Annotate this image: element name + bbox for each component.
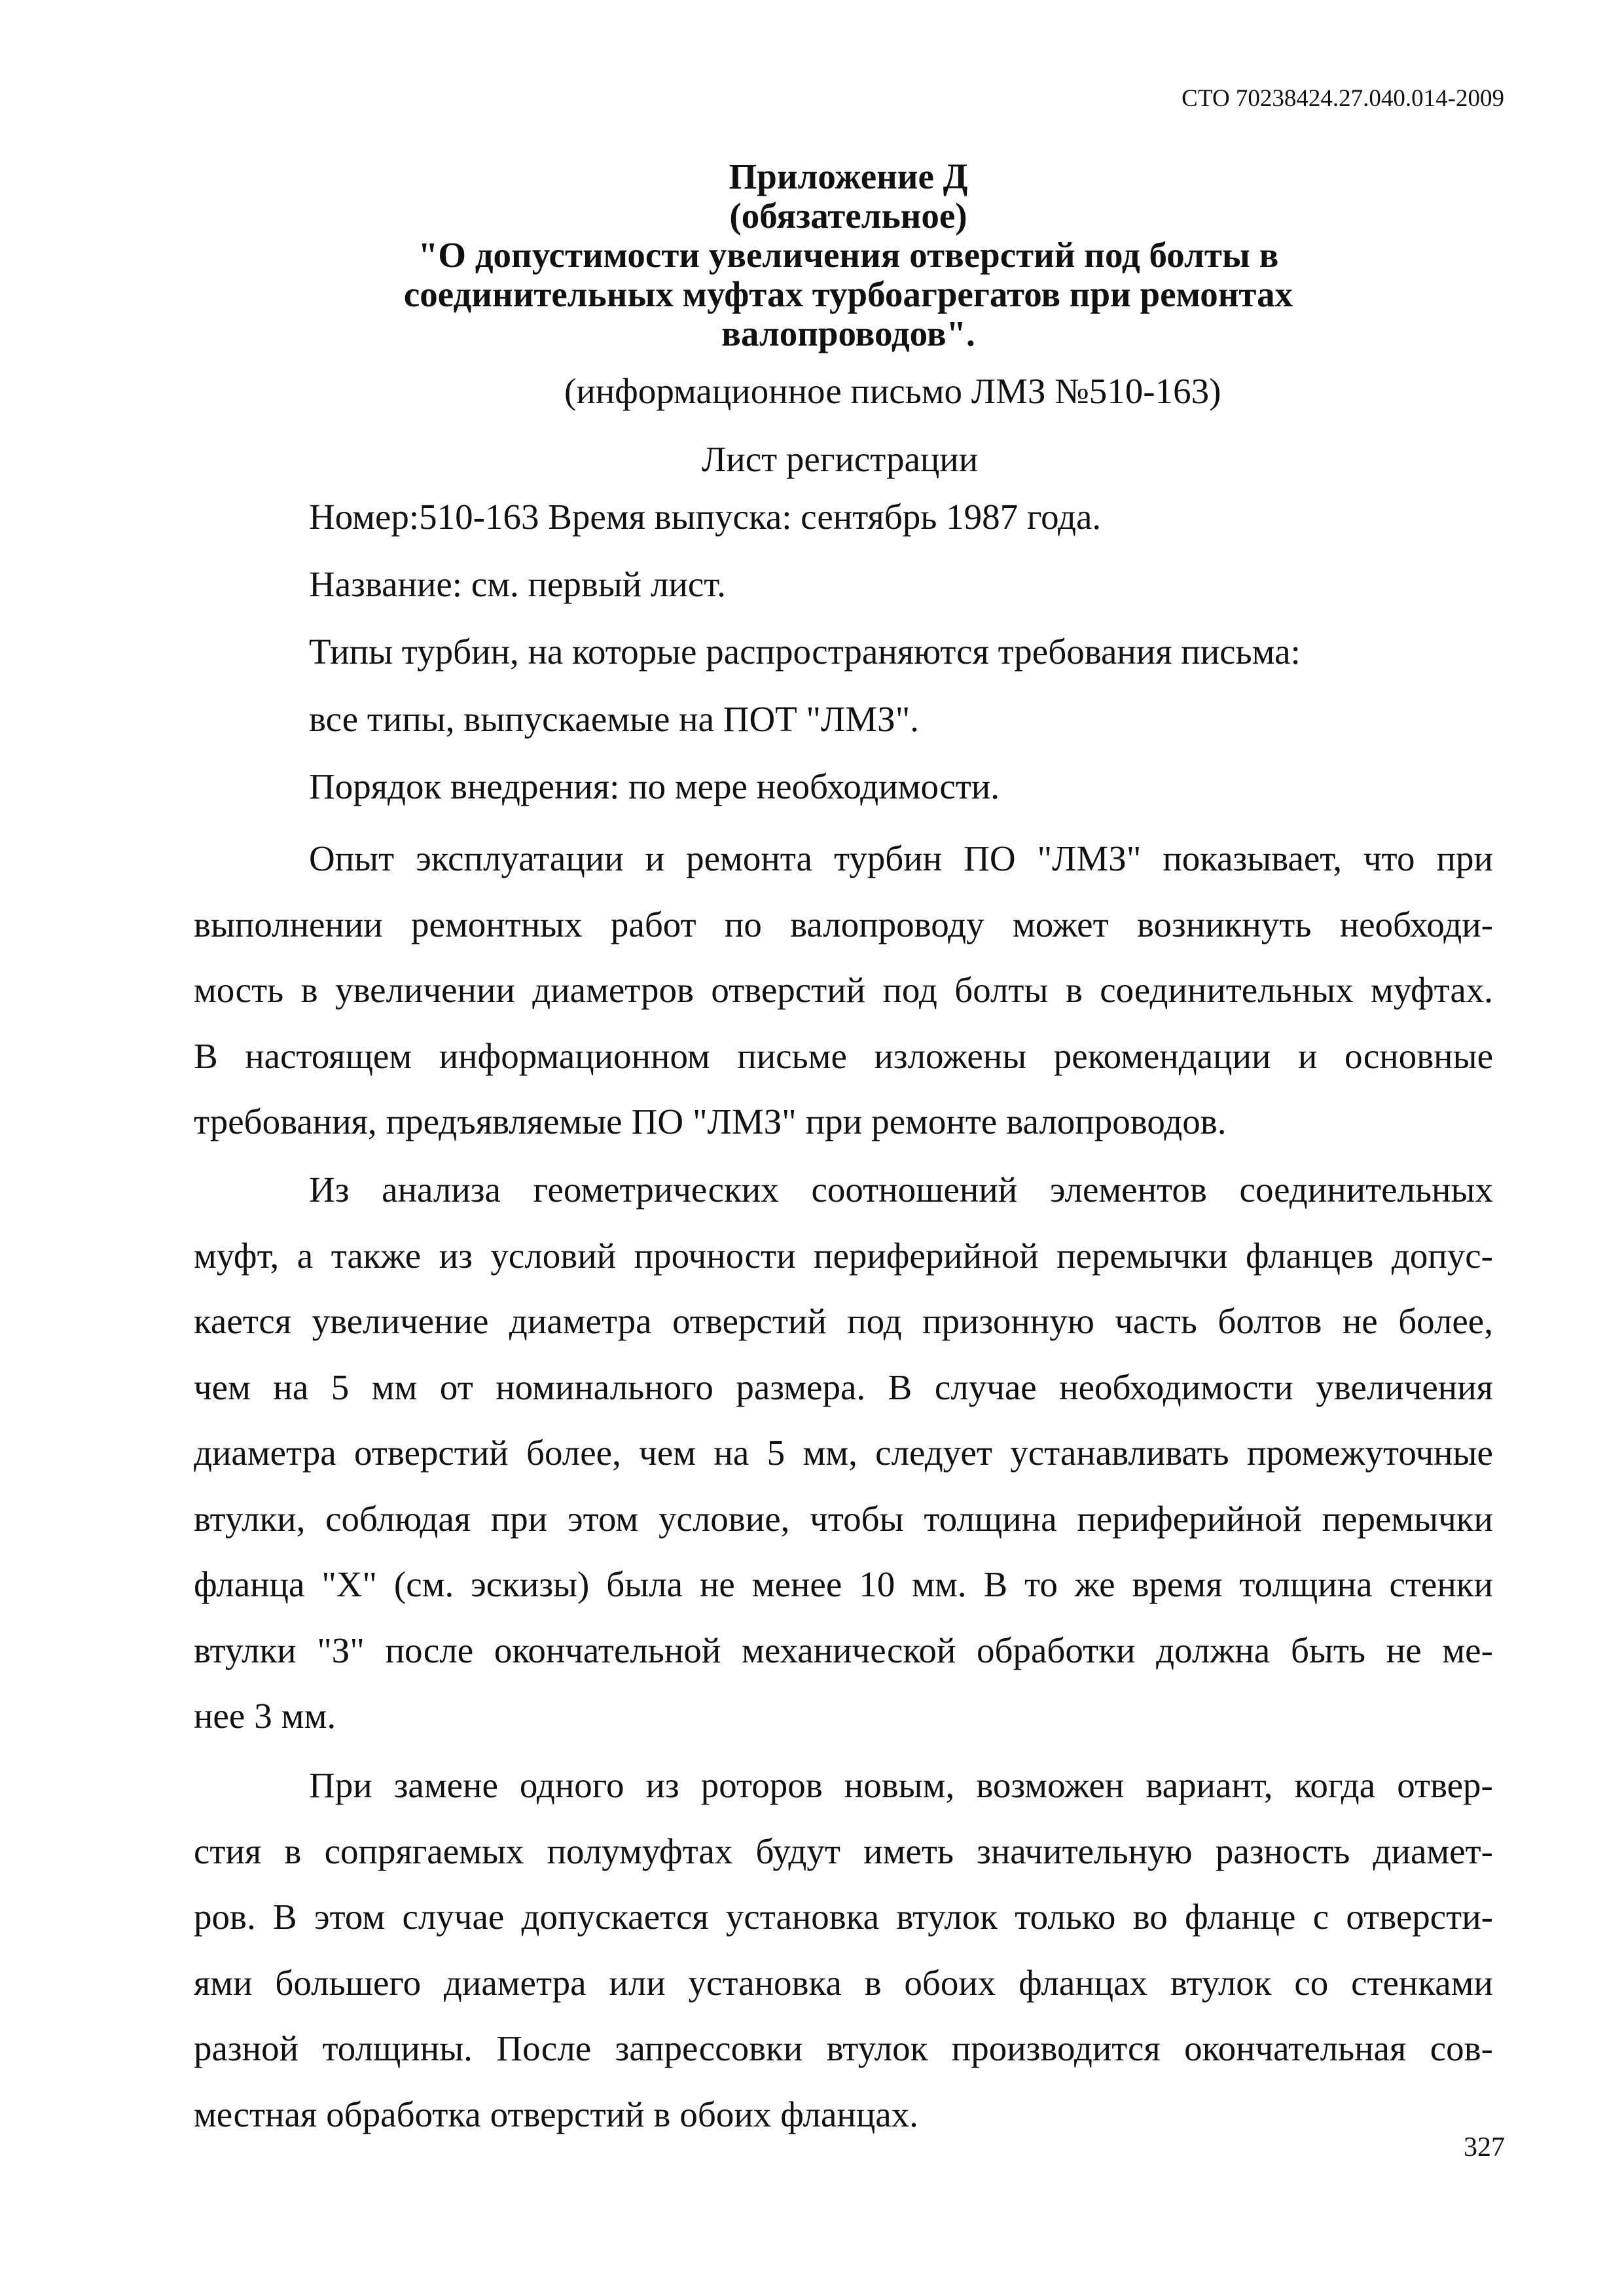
paragraph-line <box>194 1486 1493 1552</box>
word: диамет- <box>1373 1831 1493 1871</box>
word: одного <box>519 1765 624 1805</box>
paragraph-1 <box>194 826 1493 1155</box>
word: перемычки <box>1056 1235 1228 1276</box>
word: случае <box>934 1367 1037 1407</box>
word: отверстий <box>354 1433 509 1473</box>
word: фланцах. <box>780 2094 918 2134</box>
word: показывает, <box>1163 838 1342 878</box>
word: была <box>606 1564 683 1604</box>
word: только <box>1015 1897 1116 1937</box>
word: Опыт <box>309 838 395 878</box>
word: ремонте <box>871 1102 998 1141</box>
word: следует <box>875 1433 992 1473</box>
word: что <box>1363 838 1415 878</box>
word: Из <box>309 1170 350 1210</box>
word: элементов <box>1049 1170 1207 1210</box>
word: может <box>1012 904 1109 944</box>
word: анализа <box>382 1170 501 1210</box>
word: болтов <box>1218 1301 1322 1341</box>
word: когда <box>1294 1765 1376 1805</box>
word: предъявляемые <box>386 1102 623 1141</box>
word: перемычки <box>1322 1498 1493 1539</box>
word: обработка <box>326 2094 481 2134</box>
word: не <box>699 1564 735 1604</box>
word: необходи- <box>1339 904 1493 944</box>
paragraph-line <box>194 958 1493 1024</box>
paragraph-3 <box>194 1753 1493 2147</box>
word: отверстий <box>490 2094 645 2134</box>
word: не <box>1342 1301 1378 1341</box>
word: должна <box>1156 1630 1271 1670</box>
word: быть <box>1290 1630 1365 1670</box>
word: отверстий <box>711 970 866 1010</box>
word: фланце <box>1185 1897 1296 1937</box>
word: При <box>309 1765 372 1805</box>
word: выполнении <box>194 904 383 944</box>
word: диаметра <box>443 1962 586 2003</box>
word: фланцев <box>1245 1235 1374 1276</box>
word: после <box>385 1630 474 1670</box>
word: время <box>1132 1564 1223 1604</box>
paragraph-line <box>194 1819 1493 1885</box>
word: настоящем <box>245 1035 412 1076</box>
word: из <box>645 1765 679 1805</box>
word: обоих <box>904 1962 996 2003</box>
word: работ <box>610 904 696 944</box>
word: менее <box>751 1564 842 1604</box>
word: прочности <box>634 1235 796 1276</box>
word: при <box>490 1498 548 1539</box>
word: соотношений <box>811 1170 1018 1210</box>
registration-fields <box>309 497 1301 834</box>
word: допус- <box>1391 1235 1493 1276</box>
word: под <box>847 1301 902 1341</box>
word: разность <box>1215 1831 1350 1871</box>
word: ремонта <box>686 838 812 878</box>
word: большего <box>275 1962 422 2003</box>
word: ПО <box>964 838 1016 878</box>
word: диаметра <box>509 1301 652 1341</box>
word: размера. <box>736 1367 866 1407</box>
word: информационном <box>439 1035 710 1076</box>
word: увеличение <box>312 1301 489 1341</box>
word: на <box>273 1367 309 1407</box>
paragraph-line <box>194 1157 1493 1223</box>
word: вариант, <box>1146 1765 1273 1805</box>
word: случае <box>402 1897 505 1937</box>
word: этом <box>568 1498 639 1539</box>
word: втулки, <box>194 1498 306 1539</box>
word: сопрягаемых <box>324 1831 524 1871</box>
word: окончательной <box>494 1630 721 1670</box>
word: при <box>805 1102 863 1141</box>
registration-types-line: Типы турбин, на которые распространяются требования письма: <box>309 632 1301 672</box>
word: (см. <box>393 1564 454 1604</box>
word: обоих <box>679 2094 772 2134</box>
word: новым, <box>844 1765 955 1805</box>
word: требования, <box>194 1102 377 1141</box>
word: втулок <box>896 1897 998 1937</box>
word: на <box>713 1433 749 1473</box>
word: разной <box>194 2028 299 2068</box>
word: механической <box>742 1630 956 1670</box>
word: втулок <box>1170 1962 1272 2003</box>
word: фланцах <box>1019 1962 1148 2003</box>
word: при <box>1436 838 1493 878</box>
word: будут <box>755 1831 840 1871</box>
word: иметь <box>863 1831 954 1871</box>
paragraph-line <box>194 1950 1493 2017</box>
word: сов- <box>1430 2028 1493 2068</box>
word: 5 <box>331 1367 350 1407</box>
word: отверстий <box>672 1301 827 1341</box>
page-number: 327 <box>1464 2132 1505 2162</box>
word: в <box>864 1962 882 2003</box>
word: муфтах. <box>1371 970 1493 1010</box>
word: В <box>194 1035 218 1076</box>
paragraph-line <box>194 2016 1493 2082</box>
word: отвер- <box>1397 1765 1493 1805</box>
word: мм. <box>281 1696 336 1736</box>
word: во <box>1132 1897 1168 1937</box>
word: изложены <box>874 1035 1027 1076</box>
word: эскизы) <box>471 1564 590 1604</box>
word: увеличения <box>1316 1367 1493 1407</box>
appendix-title: Приложение Д <box>729 156 968 196</box>
word: номинального <box>496 1367 713 1407</box>
paragraph-line <box>194 1289 1493 1355</box>
word: от <box>439 1367 473 1407</box>
word: и <box>1298 1035 1318 1076</box>
word: толщины. <box>322 2028 473 2068</box>
word: возможен <box>976 1765 1125 1805</box>
word: полумуфтах <box>547 1831 733 1871</box>
word: валопроводов. <box>1006 1102 1227 1141</box>
word: более, <box>526 1433 621 1473</box>
word: После <box>496 2028 592 2068</box>
word: в <box>284 1831 302 1871</box>
word: допускается <box>521 1897 709 1937</box>
word: то <box>1024 1564 1058 1604</box>
word: ПО <box>631 1102 684 1141</box>
word: ями <box>194 1962 253 2003</box>
word: мм. <box>912 1564 967 1604</box>
word: замене <box>393 1765 498 1805</box>
word: окончательная <box>1184 2028 1407 2068</box>
word: нее <box>194 1696 245 1736</box>
word: не <box>1386 1630 1422 1670</box>
registration-sheet-title: Лист регистрации <box>702 439 979 479</box>
word: местная <box>194 2094 317 2134</box>
word: роторов <box>700 1765 823 1805</box>
word: муфт, <box>194 1235 280 1276</box>
word: соединительных <box>1239 1170 1493 1210</box>
word: чем <box>194 1367 251 1407</box>
word: турбин <box>833 838 943 878</box>
word: обработки <box>977 1630 1136 1670</box>
word: В <box>888 1367 912 1407</box>
letter-reference: (информационное письмо ЛМЗ №510-163) <box>564 371 1221 411</box>
word: "ЛМЗ" <box>1037 838 1142 878</box>
registration-name-line: Название: см. первый лист. <box>309 564 726 604</box>
word: втулки <box>194 1630 297 1670</box>
word: В <box>983 1564 1008 1604</box>
word: в <box>1065 970 1083 1010</box>
word: и <box>645 838 665 878</box>
appendix-status: (обязательное) <box>729 196 967 236</box>
word: втулок <box>826 2028 928 2068</box>
paragraph-line <box>194 826 1493 892</box>
word: установка <box>688 1962 842 2003</box>
word: возникнуть <box>1136 904 1312 944</box>
word: рекомендации <box>1053 1035 1271 1076</box>
word: этом <box>314 1897 386 1937</box>
word: под <box>882 970 937 1010</box>
paragraph-2 <box>194 1157 1493 1749</box>
paragraph-line <box>194 2082 1493 2148</box>
word: периферийной <box>1077 1498 1302 1539</box>
paragraph-line <box>194 1753 1493 1819</box>
appendix-subject-line-1: "О допустимости увеличения отверстий под болты в <box>418 235 1279 275</box>
appendix-subject-line-2: соединительных муфтах турбоагрегатов при ремонтах <box>403 274 1293 314</box>
appendix-heading <box>196 157 1500 353</box>
registration-number-line: Номер:510-163 Время выпуска: сентябрь 1987 года. <box>309 497 1102 537</box>
word: мм, <box>803 1433 857 1473</box>
paragraph-line <box>194 1089 1493 1155</box>
word: запрессовки <box>615 2028 803 2068</box>
paragraph-line <box>194 1552 1493 1618</box>
word: мм <box>371 1367 418 1407</box>
paragraph-line <box>194 892 1493 958</box>
word: чтобы <box>810 1498 904 1539</box>
word: промежуточные <box>1246 1433 1493 1473</box>
document-code: СТО 70238424.27.040.014-2009 <box>1182 85 1504 112</box>
word: эксплуатации <box>416 838 624 878</box>
word: "З" <box>317 1630 365 1670</box>
registration-order-line: Порядок внедрения: по мере необходимости. <box>309 766 1000 806</box>
word: 5 <box>767 1433 785 1473</box>
paragraph-line <box>194 1223 1493 1289</box>
word: периферийной <box>814 1235 1039 1276</box>
word: из <box>439 1235 473 1276</box>
word: мость <box>194 970 284 1010</box>
word: увеличении <box>335 970 515 1010</box>
word: же <box>1074 1564 1115 1604</box>
word: основные <box>1344 1035 1493 1076</box>
word: "X" <box>321 1564 377 1604</box>
word: толщина <box>924 1498 1057 1539</box>
word: отверсти- <box>1346 1897 1493 1937</box>
word: установка <box>725 1897 880 1937</box>
word: В <box>273 1897 297 1937</box>
word: часть <box>1115 1301 1197 1341</box>
word: болты <box>954 970 1049 1010</box>
paragraph-line <box>194 1618 1493 1684</box>
word: чем <box>639 1433 696 1473</box>
word: значительную <box>977 1831 1193 1871</box>
word: производится <box>951 2028 1161 2068</box>
word: валопроводу <box>790 904 984 944</box>
word: устанавливать <box>1010 1433 1229 1473</box>
word: диаметров <box>532 970 694 1010</box>
paragraph-line <box>194 1683 1493 1749</box>
word: а <box>297 1235 314 1276</box>
word: соединительных <box>1100 970 1354 1010</box>
word: стенки <box>1389 1564 1493 1604</box>
word: 3 <box>254 1696 272 1736</box>
word: толщина <box>1239 1564 1373 1604</box>
word: письме <box>737 1035 847 1076</box>
word: ров. <box>194 1897 256 1937</box>
word: ме- <box>1442 1630 1493 1670</box>
word: призонную <box>922 1301 1094 1341</box>
word: также <box>331 1235 422 1276</box>
word: в <box>300 970 318 1010</box>
word: геометрических <box>533 1170 779 1210</box>
word: стия <box>194 1831 262 1871</box>
word: диаметра <box>194 1433 336 1473</box>
appendix-subject-line-3: валопроводов". <box>721 314 975 353</box>
paragraph-line <box>194 1355 1493 1421</box>
word: или <box>609 1962 666 2003</box>
paragraph-line <box>194 1420 1493 1486</box>
word: ремонтных <box>411 904 583 944</box>
word: со <box>1294 1962 1329 2003</box>
paragraph-line <box>194 1884 1493 1950</box>
word: с <box>1312 1897 1329 1937</box>
word: в <box>653 2094 671 2134</box>
word: условий <box>490 1235 617 1276</box>
word: более, <box>1398 1301 1493 1341</box>
word: "ЛМЗ" <box>693 1102 797 1141</box>
word: условие, <box>658 1498 790 1539</box>
word: стенками <box>1351 1962 1493 2003</box>
word: соблюдая <box>325 1498 471 1539</box>
paragraph-line <box>194 1024 1493 1090</box>
word: фланца <box>194 1564 305 1604</box>
word: по <box>724 904 762 944</box>
word: необходимости <box>1059 1367 1293 1407</box>
word: кается <box>194 1301 292 1341</box>
registration-types-value: все типы, выпускаемые на ПОТ "ЛМЗ". <box>309 699 919 739</box>
word: 10 <box>859 1564 895 1604</box>
